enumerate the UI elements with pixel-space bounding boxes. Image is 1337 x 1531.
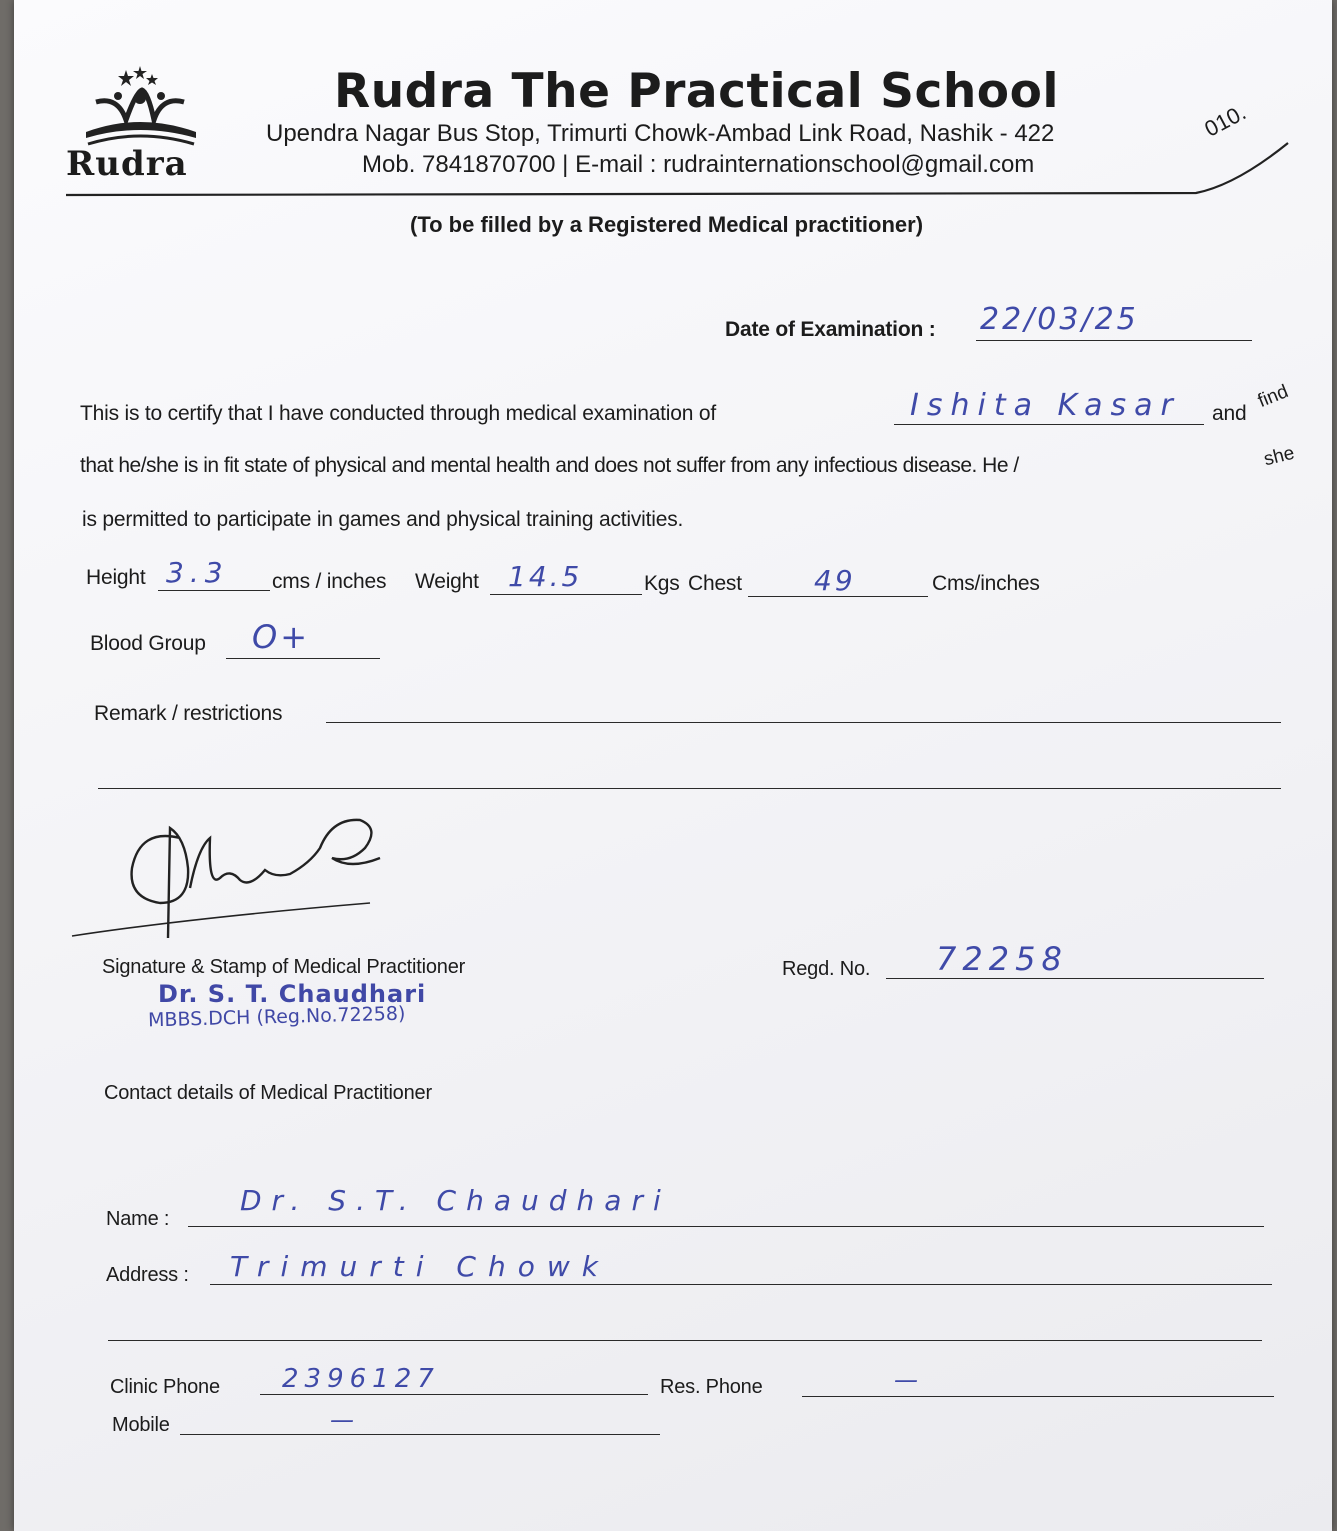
remark-line-2	[98, 788, 1281, 789]
chest-value[interactable]: 49	[814, 564, 856, 597]
clinic-phone-value[interactable]: 2396127	[282, 1364, 440, 1394]
form-instruction: (To be filled by a Registered Medical practitioner)	[410, 212, 924, 237]
doctor-signature	[70, 808, 410, 948]
weight-line	[490, 594, 642, 595]
res-phone-value[interactable]: —	[894, 1366, 921, 1394]
height-unit: cms / inches	[272, 570, 387, 593]
certify-line-3: is permitted to participate in games and physical training activities.	[82, 508, 684, 531]
regd-line	[886, 978, 1264, 979]
header-rule	[66, 135, 1306, 205]
date-value[interactable]: 22/03/25	[980, 302, 1139, 337]
name-label: Name :	[106, 1208, 170, 1230]
certify-line-2: that he/she is in fit state of physical and mental health and does not suffer from any infectious disease. He /	[80, 454, 1019, 477]
stamp-name: Dr. S. T. Chaudhari	[158, 980, 427, 1008]
school-address: Upendra Nagar Bus Stop, Trimurti Chowk-Ambad Link Road, Nashik - 422	[266, 120, 1055, 147]
mobile-value[interactable]: —	[330, 1406, 357, 1434]
height-value[interactable]: 3.3	[166, 556, 229, 589]
certify-find: find	[1254, 381, 1292, 413]
pin-suffix: 010.	[1200, 99, 1250, 142]
remark-label: Remark / restrictions	[94, 702, 283, 725]
height-line	[158, 590, 270, 591]
certificate-paper	[14, 0, 1332, 1531]
stamp-degree: MBBS.DCH (Reg.No.72258)	[147, 1002, 406, 1032]
clinic-phone-label: Clinic Phone	[110, 1376, 220, 1398]
weight-value[interactable]: 14.5	[508, 560, 583, 593]
date-label: Date of Examination :	[725, 318, 936, 341]
certify-she: she	[1261, 442, 1297, 471]
logo-text: Rudra	[66, 144, 188, 184]
mobile-line	[180, 1434, 660, 1435]
name-line	[188, 1226, 1264, 1227]
weight-label: Weight	[415, 570, 479, 593]
regd-value[interactable]: 72258	[936, 940, 1068, 978]
certify-and: and	[1212, 402, 1247, 425]
regd-label: Regd. No.	[782, 958, 871, 980]
address-label: Address :	[106, 1264, 189, 1286]
weight-unit: Kgs	[644, 572, 680, 595]
address-line-2	[108, 1340, 1262, 1341]
chest-unit: Cms/inches	[932, 572, 1040, 595]
res-phone-label: Res. Phone	[660, 1376, 763, 1398]
chest-label: Chest	[688, 572, 742, 595]
patient-name-line	[894, 424, 1204, 425]
date-line	[976, 340, 1252, 341]
height-label: Height	[86, 566, 146, 589]
address-line-1	[210, 1284, 1272, 1285]
school-contact: Mob. 7841870700 | E-mail : rudrainternationschool@gmail.com	[362, 151, 1035, 178]
signature-label: Signature & Stamp of Medical Practitioner	[102, 956, 466, 978]
clinic-phone-line	[260, 1394, 648, 1395]
patient-name-value[interactable]: Ishita Kasar	[910, 388, 1181, 423]
school-name: Rudra The Practical School	[334, 64, 1059, 119]
contact-heading: Contact details of Medical Practitioner	[104, 1082, 432, 1104]
address-value[interactable]: Trimurti Chowk	[230, 1250, 610, 1283]
mobile-label: Mobile	[112, 1414, 170, 1436]
name-value[interactable]: Dr. S.T. Chaudhari	[240, 1184, 671, 1217]
remark-line-1	[326, 722, 1281, 723]
res-phone-line	[802, 1396, 1274, 1397]
blood-group-label: Blood Group	[90, 632, 206, 655]
certify-line-1: This is to certify that I have conducted through medical examination of	[80, 402, 716, 425]
blood-group-value[interactable]: O+	[252, 618, 310, 656]
blood-group-line	[226, 658, 380, 659]
